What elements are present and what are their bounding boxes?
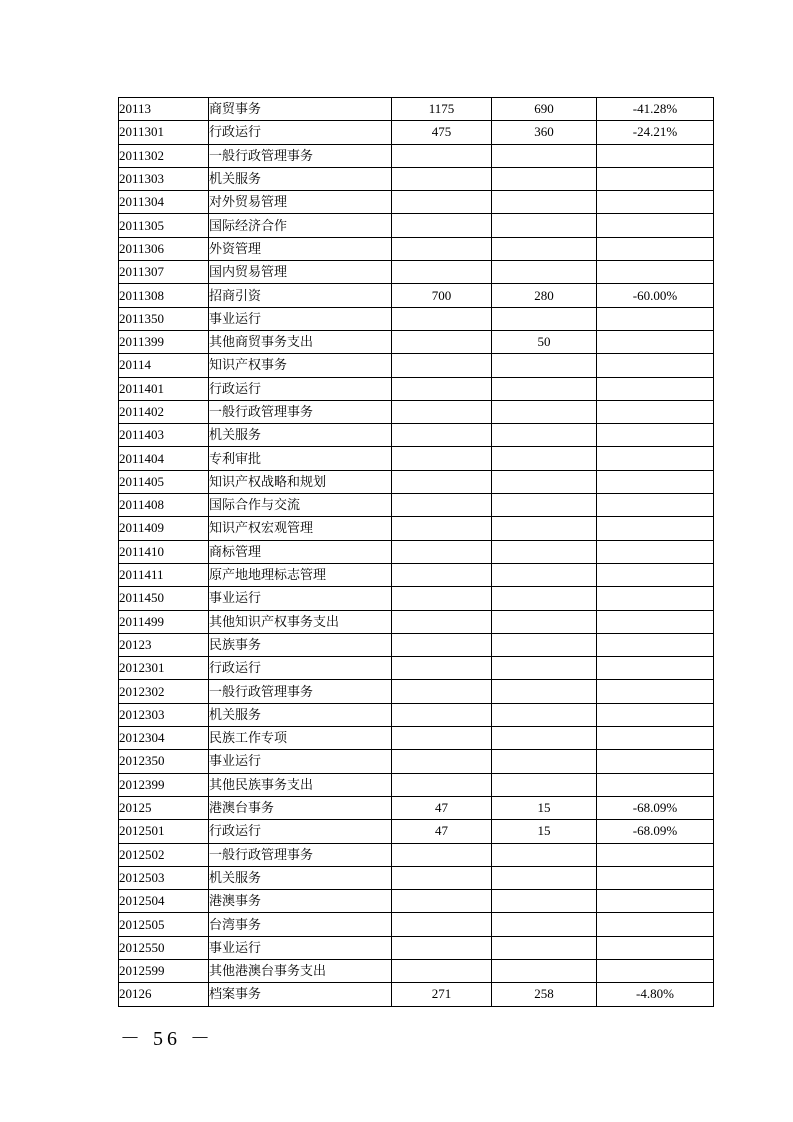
row-value-2-cell — [492, 657, 597, 680]
row-value-2-cell — [492, 447, 597, 470]
row-value-2-cell: 280 — [492, 284, 597, 307]
table-row — [119, 563, 714, 586]
row-rate-cell — [597, 447, 714, 470]
row-value-2-cell — [492, 307, 597, 330]
row-value-1-cell — [392, 750, 492, 773]
row-value-1-cell — [392, 959, 492, 982]
row-code-cell: 2011306 — [119, 237, 209, 260]
row-rate-cell — [597, 354, 714, 377]
table-row — [119, 866, 714, 889]
row-code-cell: 20113 — [119, 98, 209, 121]
row-value-1-cell — [392, 727, 492, 750]
row-code-cell: 2011410 — [119, 540, 209, 563]
row-rate-cell — [597, 727, 714, 750]
row-code-cell: 20126 — [119, 983, 209, 1006]
row-value-1-cell — [392, 890, 492, 913]
row-rate-cell — [597, 214, 714, 237]
row-value-1-cell — [392, 517, 492, 540]
row-code-cell: 2011401 — [119, 377, 209, 400]
row-value-2-cell: 690 — [492, 98, 597, 121]
table-row — [119, 284, 714, 307]
row-code-cell: 2012350 — [119, 750, 209, 773]
row-rate-cell — [597, 400, 714, 423]
row-code-cell: 2011350 — [119, 307, 209, 330]
row-name-cell: 事业运行 — [209, 587, 392, 610]
row-rate-cell — [597, 657, 714, 680]
row-name-cell: 行政运行 — [209, 121, 392, 144]
row-value-1-cell — [392, 866, 492, 889]
row-value-2-cell — [492, 470, 597, 493]
row-value-1-cell — [392, 587, 492, 610]
table-row — [119, 959, 714, 982]
table-row — [119, 470, 714, 493]
row-value-2-cell — [492, 261, 597, 284]
table-row — [119, 307, 714, 330]
row-rate-cell — [597, 237, 714, 260]
row-value-1-cell — [392, 167, 492, 190]
row-value-1-cell — [392, 400, 492, 423]
table-row — [119, 936, 714, 959]
row-name-cell: 行政运行 — [209, 820, 392, 843]
table-row — [119, 750, 714, 773]
row-rate-cell — [597, 261, 714, 284]
row-rate-cell: -4.80% — [597, 983, 714, 1006]
row-value-2-cell — [492, 959, 597, 982]
row-value-1-cell: 47 — [392, 796, 492, 819]
row-value-2-cell — [492, 773, 597, 796]
table-row — [119, 400, 714, 423]
row-name-cell: 招商引资 — [209, 284, 392, 307]
row-name-cell: 知识产权宏观管理 — [209, 517, 392, 540]
row-name-cell: 事业运行 — [209, 936, 392, 959]
row-value-2-cell — [492, 936, 597, 959]
row-code-cell: 2012502 — [119, 843, 209, 866]
row-code-cell: 2012550 — [119, 936, 209, 959]
row-rate-cell — [597, 890, 714, 913]
row-value-1-cell — [392, 657, 492, 680]
row-value-1-cell — [392, 447, 492, 470]
row-value-1-cell — [392, 563, 492, 586]
row-name-cell: 台湾事务 — [209, 913, 392, 936]
row-name-cell: 行政运行 — [209, 377, 392, 400]
row-value-1-cell — [392, 703, 492, 726]
row-value-1-cell — [392, 633, 492, 656]
row-code-cell: 2011303 — [119, 167, 209, 190]
row-value-1-cell — [392, 261, 492, 284]
row-value-2-cell — [492, 400, 597, 423]
row-value-2-cell — [492, 750, 597, 773]
row-name-cell: 档案事务 — [209, 983, 392, 1006]
row-name-cell: 事业运行 — [209, 307, 392, 330]
row-code-cell: 2012505 — [119, 913, 209, 936]
row-value-1-cell — [392, 144, 492, 167]
row-code-cell: 2011308 — [119, 284, 209, 307]
row-rate-cell — [597, 773, 714, 796]
table-row — [119, 796, 714, 819]
row-value-1-cell — [392, 610, 492, 633]
row-name-cell: 国际经济合作 — [209, 214, 392, 237]
table-row — [119, 657, 714, 680]
row-code-cell: 2012301 — [119, 657, 209, 680]
row-code-cell: 2011305 — [119, 214, 209, 237]
table-row — [119, 354, 714, 377]
row-code-cell: 2011450 — [119, 587, 209, 610]
table-row — [119, 540, 714, 563]
table-row — [119, 447, 714, 470]
row-value-2-cell — [492, 563, 597, 586]
row-name-cell: 机关服务 — [209, 866, 392, 889]
table-row — [119, 214, 714, 237]
row-code-cell: 2012303 — [119, 703, 209, 726]
row-value-2-cell — [492, 913, 597, 936]
row-value-2-cell — [492, 680, 597, 703]
table-body — [119, 98, 714, 1007]
table-row — [119, 773, 714, 796]
row-value-2-cell — [492, 633, 597, 656]
row-name-cell: 一般行政管理事务 — [209, 680, 392, 703]
row-code-cell: 2011307 — [119, 261, 209, 284]
row-rate-cell: -60.00% — [597, 284, 714, 307]
row-rate-cell — [597, 167, 714, 190]
row-code-cell: 2012504 — [119, 890, 209, 913]
row-value-1-cell — [392, 913, 492, 936]
row-value-2-cell — [492, 727, 597, 750]
table-row — [119, 680, 714, 703]
row-value-1-cell — [392, 773, 492, 796]
row-code-cell: 2012304 — [119, 727, 209, 750]
row-name-cell: 专利审批 — [209, 447, 392, 470]
row-rate-cell — [597, 191, 714, 214]
row-code-cell: 2012503 — [119, 866, 209, 889]
row-value-2-cell — [492, 214, 597, 237]
row-rate-cell — [597, 633, 714, 656]
row-value-1-cell — [392, 494, 492, 517]
row-value-2-cell — [492, 354, 597, 377]
row-value-2-cell: 258 — [492, 983, 597, 1006]
row-value-1-cell: 700 — [392, 284, 492, 307]
table-row — [119, 983, 714, 1006]
row-code-cell: 2011499 — [119, 610, 209, 633]
table-row — [119, 703, 714, 726]
row-code-cell: 2011405 — [119, 470, 209, 493]
row-name-cell: 外资管理 — [209, 237, 392, 260]
row-rate-cell — [597, 936, 714, 959]
table-row — [119, 610, 714, 633]
table-row — [119, 727, 714, 750]
row-value-2-cell: 360 — [492, 121, 597, 144]
row-value-2-cell: 50 — [492, 330, 597, 353]
row-name-cell: 商贸事务 — [209, 98, 392, 121]
table-row — [119, 890, 714, 913]
row-rate-cell — [597, 517, 714, 540]
row-value-1-cell — [392, 191, 492, 214]
row-value-2-cell — [492, 587, 597, 610]
row-value-1-cell — [392, 843, 492, 866]
row-name-cell: 港澳台事务 — [209, 796, 392, 819]
row-name-cell: 知识产权战略和规划 — [209, 470, 392, 493]
row-name-cell: 国际合作与交流 — [209, 494, 392, 517]
row-value-2-cell — [492, 237, 597, 260]
row-name-cell: 其他民族事务支出 — [209, 773, 392, 796]
row-rate-cell — [597, 959, 714, 982]
row-rate-cell — [597, 330, 714, 353]
row-code-cell: 2011301 — [119, 121, 209, 144]
row-value-1-cell — [392, 237, 492, 260]
table-row — [119, 121, 714, 144]
row-value-2-cell — [492, 540, 597, 563]
row-value-2-cell: 15 — [492, 796, 597, 819]
row-code-cell: 2012599 — [119, 959, 209, 982]
row-name-cell: 其他商贸事务支出 — [209, 330, 392, 353]
table-row — [119, 913, 714, 936]
table-row — [119, 633, 714, 656]
row-rate-cell: -68.09% — [597, 796, 714, 819]
row-name-cell: 知识产权事务 — [209, 354, 392, 377]
table-row — [119, 330, 714, 353]
row-code-cell: 2012501 — [119, 820, 209, 843]
row-rate-cell — [597, 913, 714, 936]
row-value-1-cell — [392, 540, 492, 563]
row-value-1-cell — [392, 936, 492, 959]
table-row — [119, 587, 714, 610]
row-rate-cell — [597, 866, 714, 889]
row-name-cell: 事业运行 — [209, 750, 392, 773]
row-name-cell: 港澳事务 — [209, 890, 392, 913]
row-name-cell: 民族工作专项 — [209, 727, 392, 750]
row-rate-cell: -68.09% — [597, 820, 714, 843]
row-code-cell: 2011304 — [119, 191, 209, 214]
row-name-cell: 其他港澳台事务支出 — [209, 959, 392, 982]
row-name-cell: 一般行政管理事务 — [209, 843, 392, 866]
row-code-cell: 2011411 — [119, 563, 209, 586]
row-code-cell: 2012302 — [119, 680, 209, 703]
row-name-cell: 民族事务 — [209, 633, 392, 656]
table-row — [119, 494, 714, 517]
row-rate-cell — [597, 703, 714, 726]
row-value-2-cell: 15 — [492, 820, 597, 843]
table-row — [119, 144, 714, 167]
row-value-2-cell — [492, 610, 597, 633]
row-value-1-cell — [392, 354, 492, 377]
row-value-2-cell — [492, 703, 597, 726]
row-rate-cell — [597, 843, 714, 866]
row-rate-cell: -24.21% — [597, 121, 714, 144]
row-code-cell: 2011408 — [119, 494, 209, 517]
row-value-2-cell — [492, 424, 597, 447]
row-rate-cell — [597, 563, 714, 586]
row-code-cell: 2011399 — [119, 330, 209, 353]
row-name-cell: 原产地地理标志管理 — [209, 563, 392, 586]
row-code-cell: 20123 — [119, 633, 209, 656]
row-value-1-cell — [392, 214, 492, 237]
row-rate-cell — [597, 470, 714, 493]
row-code-cell: 2011302 — [119, 144, 209, 167]
row-rate-cell — [597, 377, 714, 400]
row-rate-cell — [597, 610, 714, 633]
table-row — [119, 191, 714, 214]
row-value-1-cell — [392, 307, 492, 330]
row-rate-cell — [597, 307, 714, 330]
row-rate-cell — [597, 680, 714, 703]
row-rate-cell — [597, 587, 714, 610]
row-rate-cell: -41.28% — [597, 98, 714, 121]
row-value-1-cell — [392, 424, 492, 447]
row-rate-cell — [597, 540, 714, 563]
row-value-2-cell — [492, 377, 597, 400]
row-rate-cell — [597, 144, 714, 167]
row-name-cell: 一般行政管理事务 — [209, 144, 392, 167]
row-name-cell: 对外贸易管理 — [209, 191, 392, 214]
row-value-1-cell: 475 — [392, 121, 492, 144]
row-name-cell: 商标管理 — [209, 540, 392, 563]
row-value-2-cell — [492, 843, 597, 866]
row-name-cell: 机关服务 — [209, 167, 392, 190]
row-code-cell: 2011409 — [119, 517, 209, 540]
row-value-2-cell — [492, 866, 597, 889]
row-rate-cell — [597, 494, 714, 517]
row-value-2-cell — [492, 144, 597, 167]
row-name-cell: 一般行政管理事务 — [209, 400, 392, 423]
row-value-2-cell — [492, 494, 597, 517]
table-row — [119, 377, 714, 400]
table-row — [119, 98, 714, 121]
row-value-1-cell: 271 — [392, 983, 492, 1006]
page-number: － 56 － — [120, 1028, 214, 1050]
row-name-cell: 行政运行 — [209, 657, 392, 680]
table-row — [119, 424, 714, 447]
row-name-cell: 机关服务 — [209, 703, 392, 726]
row-value-2-cell — [492, 517, 597, 540]
table-row — [119, 261, 714, 284]
row-code-cell: 2011404 — [119, 447, 209, 470]
row-code-cell: 2011403 — [119, 424, 209, 447]
table-row — [119, 820, 714, 843]
row-value-1-cell — [392, 330, 492, 353]
budget-table — [118, 97, 714, 1007]
table-row — [119, 237, 714, 260]
row-code-cell: 2011402 — [119, 400, 209, 423]
row-code-cell: 20114 — [119, 354, 209, 377]
row-value-1-cell: 1175 — [392, 98, 492, 121]
table-row — [119, 167, 714, 190]
row-value-1-cell: 47 — [392, 820, 492, 843]
table-row — [119, 843, 714, 866]
row-code-cell: 2012399 — [119, 773, 209, 796]
row-value-2-cell — [492, 890, 597, 913]
row-value-2-cell — [492, 167, 597, 190]
row-name-cell: 其他知识产权事务支出 — [209, 610, 392, 633]
row-rate-cell — [597, 750, 714, 773]
row-name-cell: 国内贸易管理 — [209, 261, 392, 284]
table-row — [119, 517, 714, 540]
row-name-cell: 机关服务 — [209, 424, 392, 447]
row-value-1-cell — [392, 377, 492, 400]
row-value-1-cell — [392, 680, 492, 703]
row-value-2-cell — [492, 191, 597, 214]
row-rate-cell — [597, 424, 714, 447]
row-code-cell: 20125 — [119, 796, 209, 819]
row-value-1-cell — [392, 470, 492, 493]
